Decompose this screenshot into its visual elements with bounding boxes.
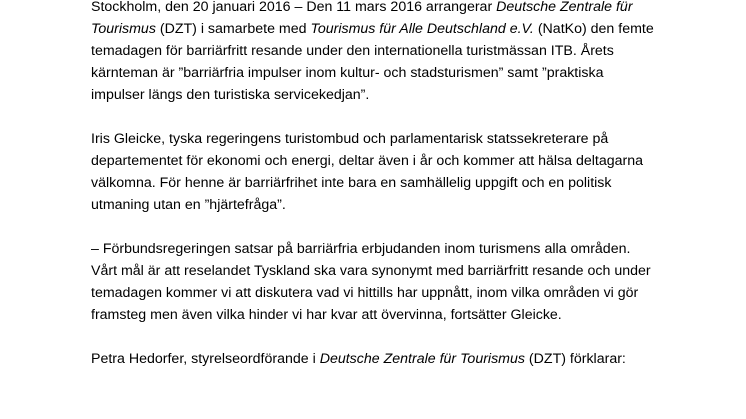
paragraph-intro: Stockholm, den 20 januari 2016 – Den 11 mars 2016 arrangerar Deutsche Zentrale für Tourismus (DZT) i samarbete med Tourismus für Alle Deutschland e.V. (NatKo) den femte temadagen för barriärfritt resande under den internationella turistmässan ITB. Årets kärnteman är ”barriärfria impulser inom kultur- och stadsturismen” samt ”praktiska impulser längs den turistiska servicekedjan”. [91, 0, 654, 103]
press-release-body [91, 0, 654, 392]
paragraph-petra-hedorfer: Petra Hedorfer, styrelseordförande i Deutsche Zentrale für Tourismus (DZT) förklarar: [91, 351, 626, 367]
paragraph-iris-gleicke: Iris Gleicke, tyska regeringens turistombud och parlamentarisk statssekreterare på departementet för ekonomi och energi, deltar även i år och kommer att hälsa deltagarna välkomna. För henne är barriärfrihet inte bara en samhällelig uppgift och en politisk utmaning utan en ”hjärtefråga”. [91, 131, 644, 213]
paragraph-quote-gleicke: – Förbundsregeringen satsar på barriärfria erbjudanden inom turismens alla områden. Vårt mål är att reselandet Tyskland ska vara synonymt med barriärfritt resande och under temadagen kommer vi att diskutera vad vi hittills har uppnått, inom vilka områden vi gör framsteg men även vilka hinder vi har kvar att övervinna, fortsätter Gleicke. [91, 241, 651, 323]
